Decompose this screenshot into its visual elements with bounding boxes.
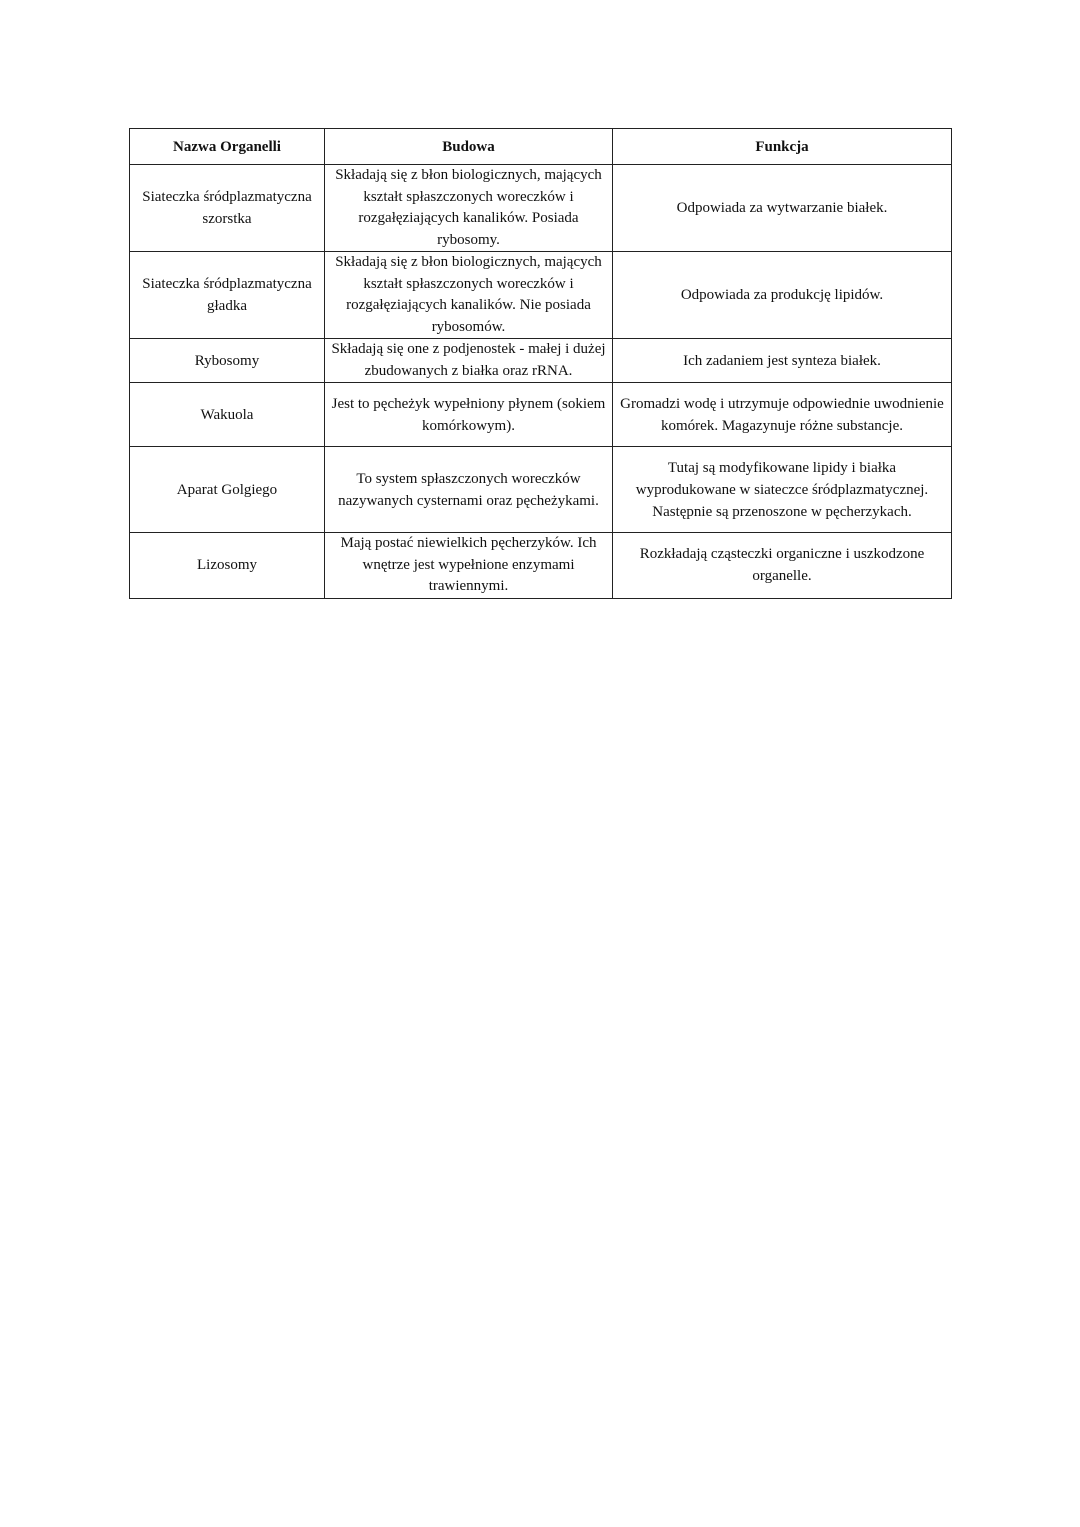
table-row — [130, 447, 952, 533]
organelle-structure: Składają się one z podjenostek - małej i dużej zbudowanych z białka oraz rRNA. — [325, 339, 613, 383]
table-row — [130, 383, 952, 447]
table-row — [130, 165, 952, 252]
organelle-name: Rybosomy — [130, 339, 325, 383]
organelle-table — [129, 128, 952, 599]
organelle-function: Odpowiada za produkcję lipidów. — [613, 252, 952, 339]
header-function: Funkcja — [613, 129, 952, 165]
organelle-name: Aparat Golgiego — [130, 447, 325, 533]
table-row — [130, 533, 952, 599]
organelle-name: Wakuola — [130, 383, 325, 447]
table-row — [130, 339, 952, 383]
header-row — [130, 129, 952, 165]
header-name: Nazwa Organelli — [130, 129, 325, 165]
organelle-function: Rozkładają cząsteczki organiczne i uszkodzone organelle. — [613, 533, 952, 599]
table-row — [130, 252, 952, 339]
organelle-name: Siateczka śródplazmatyczna szorstka — [130, 165, 325, 252]
organelle-function: Ich zadaniem jest synteza białek. — [613, 339, 952, 383]
organelle-structure: Mają postać niewielkich pęcherzyków. Ich wnętrze jest wypełnione enzymami trawiennymi. — [325, 533, 613, 599]
organelle-name: Siateczka śródplazmatyczna gładka — [130, 252, 325, 339]
organelle-function: Tutaj są modyfikowane lipidy i białka wyprodukowane w siateczce śródplazmatycznej. Następnie są przenoszone w pęcherzykach. — [613, 447, 952, 533]
organelle-structure: Składają się z błon biologicznych, mających kształt spłaszczonych woreczków i rozgałęziających kanalików. Posiada rybosomy. — [325, 165, 613, 252]
organelle-structure: Jest to pęcheżyk wypełniony płynem (sokiem komórkowym). — [325, 383, 613, 447]
organelle-name: Lizosomy — [130, 533, 325, 599]
header-structure: Budowa — [325, 129, 613, 165]
organelle-structure: Składają się z błon biologicznych, mających kształt spłaszczonych woreczków i rozgałęziających kanalików. Nie posiada rybosomów. — [325, 252, 613, 339]
organelle-function: Odpowiada za wytwarzanie białek. — [613, 165, 952, 252]
organelle-structure: To system spłaszczonych woreczków nazywanych cysternami oraz pęcheżykami. — [325, 447, 613, 533]
table-body — [130, 165, 952, 599]
table-header — [130, 129, 952, 165]
organelle-function: Gromadzi wodę i utrzymuje odpowiednie uwodnienie komórek. Magazynuje różne substancje. — [613, 383, 952, 447]
